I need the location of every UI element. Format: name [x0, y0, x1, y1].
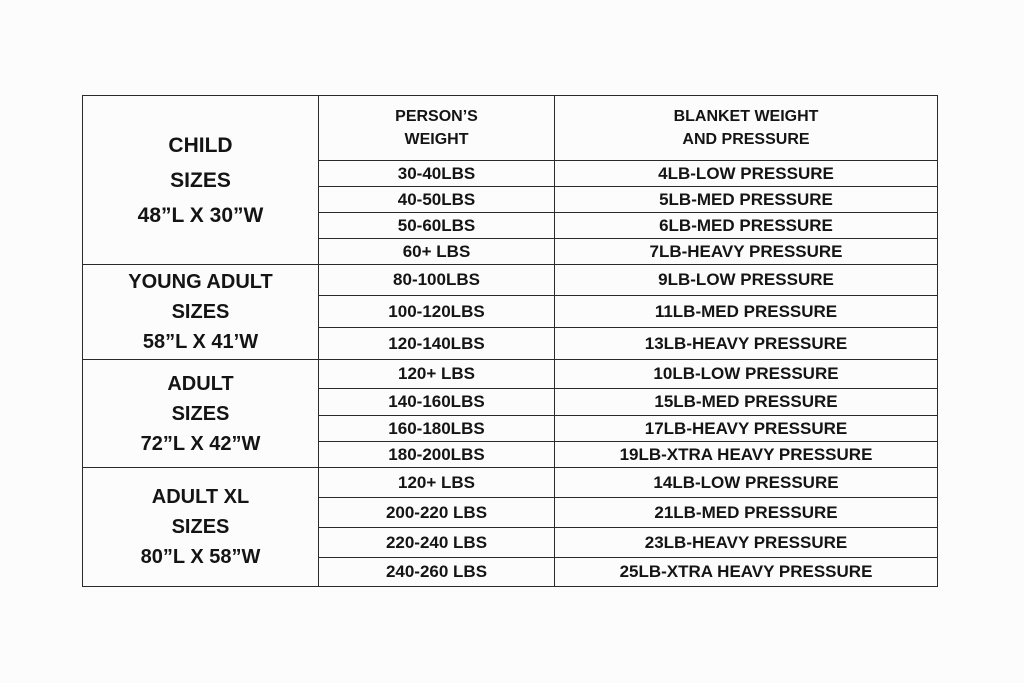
persons-weight-cell: 60+ LBS [319, 239, 555, 265]
persons-weight-cell: 40-50LBS [319, 187, 555, 213]
blanket-weight-cell: 21LB-MED PRESSURE [555, 498, 938, 528]
group-label-adult-xl [83, 468, 319, 587]
blanket-weight-cell: 15LB-MED PRESSURE [555, 389, 938, 416]
blanket-weight-cell: 9LB-LOW PRESSURE [555, 265, 938, 296]
persons-weight-cell: 50-60LBS [319, 213, 555, 239]
table-body [83, 96, 938, 587]
blanket-weight-cell: 7LB-HEAVY PRESSURE [555, 239, 938, 265]
group-label-adult [83, 360, 319, 468]
persons-weight-cell: 180-200LBS [319, 442, 555, 468]
group-label-child [83, 96, 319, 265]
table-row [83, 265, 938, 296]
group-sizes: SIZES [171, 516, 230, 538]
blanket-size-table [82, 95, 938, 587]
blanket-weight-cell: 23LB-HEAVY PRESSURE [555, 528, 938, 558]
group-dimensions: 72”L X 42”W [140, 432, 261, 455]
blanket-weight-cell: 25LB-XTRA HEAVY PRESSURE [555, 558, 938, 587]
blanket-weight-cell: 11LB-MED PRESSURE [555, 296, 938, 328]
persons-weight-cell: 120+ LBS [319, 468, 555, 498]
group-name: ADULT [167, 372, 234, 395]
persons-weight-cell: 100-120LBS [319, 296, 555, 328]
persons-weight-cell: 200-220 LBS [319, 498, 555, 528]
group-sizes: SIZES [170, 168, 231, 192]
header-blanket-weight: BLANKET WEIGHT AND PRESSURE [555, 96, 938, 161]
blanket-weight-cell: 19LB-XTRA HEAVY PRESSURE [555, 442, 938, 468]
group-dimensions: 80”L X 58”W [140, 546, 261, 568]
group-label-young-adult [83, 265, 319, 360]
blanket-weight-cell: 4LB-LOW PRESSURE [555, 161, 938, 187]
group-sizes: SIZES [171, 402, 230, 425]
group-dimensions: 48”L X 30”W [137, 203, 264, 227]
group-dimensions: 58”L X 41’W [142, 331, 259, 353]
persons-weight-cell: 120-140LBS [319, 328, 555, 360]
blanket-weight-cell: 5LB-MED PRESSURE [555, 187, 938, 213]
group-sizes: SIZES [171, 301, 230, 323]
group-name: YOUNG ADULT [128, 271, 273, 293]
persons-weight-cell: 220-240 LBS [319, 528, 555, 558]
blanket-weight-cell: 17LB-HEAVY PRESSURE [555, 416, 938, 442]
header-persons-weight: PERSON’S WEIGHT [319, 96, 555, 161]
header-row [83, 96, 938, 161]
persons-weight-cell: 30-40LBS [319, 161, 555, 187]
persons-weight-cell: 80-100LBS [319, 265, 555, 296]
table-row [83, 360, 938, 389]
persons-weight-cell: 160-180LBS [319, 416, 555, 442]
blanket-weight-cell: 6LB-MED PRESSURE [555, 213, 938, 239]
persons-weight-cell: 140-160LBS [319, 389, 555, 416]
blanket-weight-cell: 10LB-LOW PRESSURE [555, 360, 938, 389]
blanket-weight-cell: 14LB-LOW PRESSURE [555, 468, 938, 498]
persons-weight-cell: 240-260 LBS [319, 558, 555, 587]
table-row [83, 468, 938, 498]
group-name: CHILD [168, 133, 233, 157]
persons-weight-cell: 120+ LBS [319, 360, 555, 389]
group-name: ADULT XL [151, 486, 250, 508]
blanket-weight-cell: 13LB-HEAVY PRESSURE [555, 328, 938, 360]
